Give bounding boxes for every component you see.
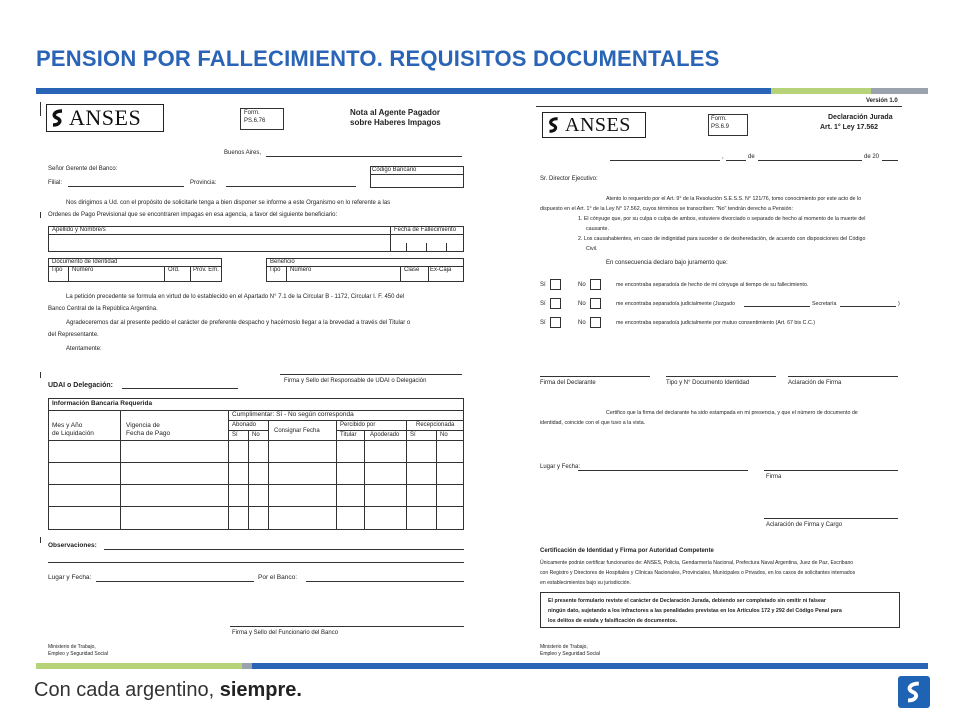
date-line-2[interactable] xyxy=(726,160,746,161)
paragraph-3: Agradeceremos dar al presente pedido el carácter de preferente despacho y hacérnoslo llegar a la brevedad a través del Titular o xyxy=(66,320,411,326)
secretaria-label: Secretaría xyxy=(812,301,837,307)
firma-declarante-label: Firma del Declarante xyxy=(540,380,596,386)
ministerio-line1: Ministerio de Trabajo, xyxy=(48,644,96,650)
por-el-banco-line[interactable] xyxy=(306,581,464,582)
opt1-si-label: Sí xyxy=(540,282,546,288)
ben-tipo-label: Tipo xyxy=(269,267,281,273)
top-rule-green xyxy=(771,88,871,94)
apellido-label: Apellido y Nombre/s xyxy=(52,227,106,233)
warning-line-1: El presente formulario reviste el carácter de Declaración Jurada, debiendo ser completado sin omitir ni falsear xyxy=(548,598,826,604)
footer-slogan-bold: siempre. xyxy=(219,679,302,701)
filial-line[interactable] xyxy=(68,186,184,187)
anses-logo-right xyxy=(542,112,646,138)
provincia-line[interactable] xyxy=(226,186,356,187)
opt2-si-label: Sí xyxy=(540,301,546,307)
certifico-text: Certifico que la firma del declarante ha sido estampada en mi presencia, y que el número de documento de xyxy=(606,410,858,416)
opt3-text: me encontraba separado/a judicialmente por mutuo consentimiento (Art. 67 bis C.C.) xyxy=(616,320,816,326)
right-paragraph-1e: 2. Los causahabientes, en caso de indignidad para suceder o de desheredación, de acuerdo con disposiciones del Código xyxy=(578,236,866,242)
consecuencia-label: En consecuencia declaro bajo juramento que: xyxy=(606,260,728,266)
juzgado-line[interactable] xyxy=(744,306,810,307)
paragraph-3b: del Representante. xyxy=(48,332,99,338)
opt1-no-label: No xyxy=(578,282,586,288)
form-code-label: Form. xyxy=(711,116,727,122)
buenos-aires-label: Buenos Aires, xyxy=(224,150,262,156)
lugar-fecha-line-right[interactable] xyxy=(578,470,748,471)
form-title-line2: sobre Haberes Impagos xyxy=(350,118,441,127)
form-title-line1: Declaración Jurada xyxy=(828,114,893,121)
right-form xyxy=(536,96,908,656)
opt3-no-label: No xyxy=(578,320,586,326)
observaciones-line-1[interactable] xyxy=(104,549,464,550)
abonado-si: Sí xyxy=(232,432,238,438)
doc-prov-label: Prov. Em. xyxy=(193,267,219,273)
tipo-doc-label: Tipo y N° Documento Identidad xyxy=(666,380,750,386)
top-rule-gray xyxy=(871,88,928,94)
opt2-no-checkbox[interactable] xyxy=(590,298,601,309)
vigencia-label: Vigencia de xyxy=(126,422,160,429)
ministerio-line2: Empleo y Seguridad Social xyxy=(540,651,601,657)
fecha-fallecimiento-label: Fecha de Fallecimiento xyxy=(394,227,457,233)
buenos-aires-line[interactable] xyxy=(266,156,462,157)
anses-logo-icon xyxy=(47,107,69,129)
opt2-no-label: No xyxy=(578,301,586,307)
form-title-line2: Art. 1° Ley 17.562 xyxy=(820,124,879,131)
firma-label-right: Firma xyxy=(766,474,782,480)
apoderado-label: Apoderado xyxy=(370,432,400,438)
date-comma: , xyxy=(722,154,724,160)
secretaria-line[interactable] xyxy=(840,306,896,307)
firma-banco-line[interactable] xyxy=(230,626,464,627)
opt3-no-checkbox[interactable] xyxy=(590,317,601,328)
lugar-fecha-label-right: Lugar y Fecha: xyxy=(540,464,581,470)
form-code: PS.6.76 xyxy=(244,118,266,124)
opt1-text: me encontraba separado/a de hecho de mi cónyuge al tiempo de su fallecimiento. xyxy=(616,282,809,288)
paragraph-2: La petición precedente se formula en virtud de lo establecido en el Apartado N° 7.1 de la Circular B - 1172, Circular I. F. 450 del xyxy=(66,294,405,300)
lugar-fecha-label: Lugar y Fecha: xyxy=(48,574,92,581)
form-title-line1: Nota al Agente Pagador xyxy=(350,108,440,117)
percibido-label: Percibido por xyxy=(340,422,376,428)
date-line-4[interactable] xyxy=(882,160,898,161)
consignar-label: Consignar Fecha xyxy=(274,428,320,434)
date-line-3[interactable] xyxy=(758,160,862,161)
anses-logo-left xyxy=(46,104,164,132)
paragraph-1: Nos dirigimos a Ud. con el propósito de solicitarle tenga a bien disponer se informe a este Organismo en lo referente a las xyxy=(66,200,391,206)
doc-numero-label: Número xyxy=(72,267,94,273)
aclaracion-cargo-line[interactable] xyxy=(764,518,898,519)
por-el-banco-label: Por el Banco: xyxy=(258,574,298,581)
right-paragraph-1c: 1. El cónyuge que, por su culpa o culpa de ambos, estuviere divorciado o separado de hecho al momento de la muerte del xyxy=(578,216,866,222)
firma-udai-line[interactable] xyxy=(280,374,462,375)
cert-title: Certificación de Identidad y Firma por Autoridad Competente xyxy=(540,548,714,554)
beneficio-label: Beneficio xyxy=(270,259,295,265)
anses-brand-icon xyxy=(898,676,930,708)
cert-line-3: en establecimientos bajo su jurisdicción. xyxy=(540,580,631,586)
opt2-text: me encontraba separado/a judicialmente (Juzgado xyxy=(616,301,735,307)
slide-title: PENSION POR FALLECIMIENTO. REQUISITOS DOCUMENTALES xyxy=(36,46,720,71)
right-paragraph-1d: causante. xyxy=(586,226,609,232)
bottom-rule-blue xyxy=(252,663,928,669)
paragraph-2b: Banco Central de la República Argentina. xyxy=(48,306,158,312)
recepcionada-si: Sí xyxy=(410,432,416,438)
observaciones-label: Observaciones: xyxy=(48,542,97,549)
recepcionada-label: Recepcionada xyxy=(416,422,455,428)
aclaracion-line[interactable] xyxy=(788,376,898,377)
opt1-si-checkbox[interactable] xyxy=(550,279,561,290)
abonado-label: Abonado xyxy=(232,422,257,428)
right-paragraph-1: Atento lo requerido por el Art. 9° de la Resolución S.E.S.S. N° 121/76, tomo conocimiento por este acto de lo xyxy=(606,196,862,202)
titular-label: Titular xyxy=(340,432,357,438)
doc-tipo-label: Tipo xyxy=(51,267,63,273)
opt3-si-checkbox[interactable] xyxy=(550,317,561,328)
warning-line-2: ningún dato, sujetando a los infractores a las penalidades previstas en los Artículos 172 y 292 del Código Penal para xyxy=(548,608,842,614)
udai-label: UDAI o Delegación: xyxy=(48,382,113,389)
fecha-pago-label: Fecha de Pago xyxy=(126,430,171,437)
date-line-1[interactable] xyxy=(610,160,720,161)
cert-line-2: con Registro y Directores de Hospitales y Clínicas Nacionales, Provinciales, Municipales o Privados, en los casos de solicitantes internados xyxy=(540,570,856,576)
cert-line-1: Únicamente podrán certificar funcionarios de: ANSES, Policía, Gendarmería Nacional, Prefectura Naval Argentina, Juez de Paz, Escribano xyxy=(540,560,854,566)
recepcionada-no: No xyxy=(440,432,448,438)
ben-clase-label: Clase xyxy=(404,267,420,273)
firma-line-right[interactable] xyxy=(764,470,898,471)
opt3-si-label: Sí xyxy=(540,320,546,326)
form-code-label: Form. xyxy=(244,110,260,116)
ben-excaja-label: Ex-Caja xyxy=(430,267,452,273)
firma-declarante-line[interactable] xyxy=(540,376,650,377)
udai-line[interactable] xyxy=(122,388,238,389)
aclaracion-label: Aclaración de Firma xyxy=(788,380,842,386)
ministerio-line2: Empleo y Seguridad Social xyxy=(48,651,109,657)
top-rule-blue xyxy=(36,88,771,94)
ben-numero-label: Número xyxy=(290,267,312,273)
warning-line-3: los delitos de estafa y falsificación de documentos. xyxy=(548,618,678,624)
mes-anio-label: Mes y Año xyxy=(52,422,83,429)
bottom-rule-green xyxy=(36,663,242,669)
info-bancaria-title: Información Bancaria Requerida xyxy=(52,400,153,407)
opt2-si-checkbox[interactable] xyxy=(550,298,561,309)
opt2-close: ) xyxy=(898,301,900,307)
filial-label: Filial: xyxy=(48,180,63,186)
senor-gerente-label: Señor Gerente del Banco: xyxy=(48,166,118,172)
date-de: de xyxy=(748,154,755,160)
opt1-no-checkbox[interactable] xyxy=(590,279,601,290)
firma-banco-label: Firma y Sello del Funcionario del Banco xyxy=(232,630,339,636)
aclaracion-cargo-label: Aclaración de Firma y Cargo xyxy=(766,522,843,528)
footer-slogan-regular: Con cada argentino, xyxy=(34,679,215,701)
form-code: PS.6.9 xyxy=(711,124,730,130)
abonado-no: No xyxy=(252,432,260,438)
ministerio-line1: Ministerio de Trabajo, xyxy=(540,644,588,650)
lugar-fecha-line[interactable] xyxy=(96,581,254,582)
documento-label: Documento de Identidad xyxy=(52,259,118,265)
director-label: Sr. Director Ejecutivo: xyxy=(540,176,598,182)
anses-logo-icon xyxy=(543,114,565,136)
codigo-bancario-label: Código Bancario xyxy=(372,167,417,173)
provincia-label: Provincia: xyxy=(190,180,217,186)
date-de20: de 20 xyxy=(864,154,880,160)
bottom-rule-gray xyxy=(242,663,252,669)
right-paragraph-1b: dispuesto en el Art. 1° de la Ley N° 17.562, cuyos términos se transcriben: "No" tendrán derecho a Pensión: xyxy=(540,206,793,212)
anses-logo-text: ANSES xyxy=(69,104,142,130)
certifico-text-b: identidad, coincide con el que tuvo a la vista. xyxy=(540,420,646,426)
firma-udai-label: Firma y Sello del Responsable de UDAI o Delegación xyxy=(284,378,427,384)
left-form xyxy=(40,96,470,656)
anses-logo-text: ANSES xyxy=(565,114,631,136)
tipo-doc-line[interactable] xyxy=(666,376,776,377)
de-liquidacion-label: de Liquidación xyxy=(52,430,94,437)
doc-ord-label: Ord. xyxy=(168,267,180,273)
version-label: Versión 1.0 xyxy=(866,98,898,104)
observaciones-line-2[interactable] xyxy=(48,562,464,563)
cumplimentar-label: Cumplimentar: Sí - No según corresponda xyxy=(232,411,354,418)
right-paragraph-1f: Civil. xyxy=(586,246,598,252)
paragraph-1b: Ordenes de Pago Previsional que se encontraren impagas en esa agencia, a favor del siguiente beneficiario: xyxy=(48,212,338,218)
atentamente: Atentamente: xyxy=(66,346,102,352)
footer-slogan xyxy=(34,679,302,702)
